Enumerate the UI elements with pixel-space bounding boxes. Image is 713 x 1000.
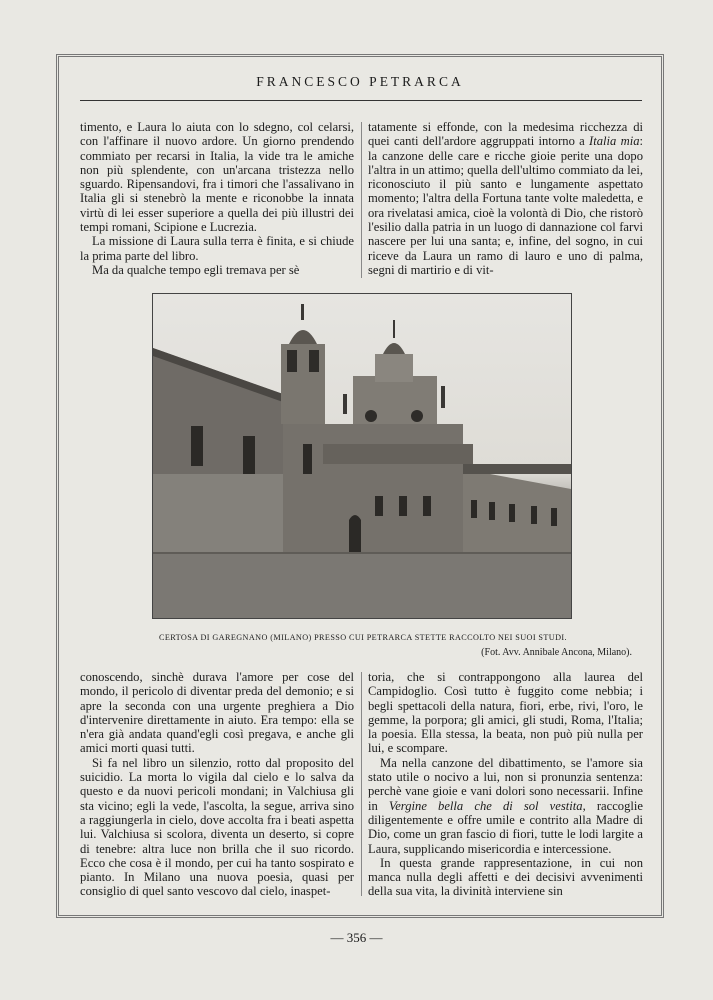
text-run: tatamente si effonde, con la medesima ricchezza di quei canti dell'ardore aggruppati intorno a (368, 120, 643, 149)
photo-credit: (Fot. Avv. Annibale Ancona, Milano). (481, 647, 632, 658)
paragraph: Si fa nel libro un silenzio, rotto dal proposito del suicidio. La morta lo vigila dal cielo e lo salva da questo e da nuovi pericoli mondani; in Valchiusa gli sta vicino; egli la vede, l'ascolta, la segue, arriva sino a raggiungerla in cielo, dove accolta fra i beati aspetta lui. Valchiusa si scolora, diventa un deserto, si copre di tenebre: altra luce non brilla che il suo ricordo. Ecco che cosa è il mondo, per cui ha tanto sospirato e pianto. In Milano una nuova poesia, quasi per consiglio di quel santo vescovo dal cielo, inaspet- (80, 755, 354, 899)
paragraph: toria, che si contrappongono alla laurea del Campidoglio. Così tutto è fuggito come nebbia; i begli spettacoli della natura, fiori, erbe, rivi, l'oro, le gemme, la porpora; gli amici, gli studi, Roma, l'Italia; la poesia. Ella stessa, la beata, non può più nulla per lui, e scompare. (368, 670, 643, 756)
paragraph: timento, e Laura lo aiuta con lo sdegno, col celarsi, con l'affinare il nuovo ardore. Un giorno prendendo commiato per recarsi in Italia, la vide tra le amiche non più splendente, con un'arcana tristezza nello sguardo. Ripensandovi, fra i timori che l'assalivano in Italia gli si stenebrò la mente e riconobbe la innata virtù di lei esser superiore a quella dei più illustri dei tempi romani, Scipione e Lucrezia. (80, 120, 354, 235)
page-number: — 356 — (330, 930, 383, 945)
paragraph (368, 756, 643, 856)
running-head: FRANCESCO PETRARCA (256, 74, 464, 89)
top-right-column (368, 120, 643, 277)
italic-title: Vergine bella che di sol vestita (388, 798, 583, 813)
text-run: Ma nella canzone del dibattimento, se l'amore sia stato utile o nocivo a lui, non si pronunzia sentenza: perchè vane gioie e vani dolori sono necessarii. Infine in (368, 755, 643, 813)
paragraph (368, 120, 643, 277)
paragraph: In questa grande rappresentazione, in cui non manca nulla degli affetti e dei decisivi avvenimenti della sua vita, la divinità interviene sin (368, 855, 643, 899)
bottom-left-column (80, 670, 354, 899)
paragraph: Ma da qualche tempo egli tremava per sè (92, 262, 300, 277)
text-run: : la canzone delle care e ricche gioie perite una dopo l'altra in un attimo; quella dell'ultimo commiato da lei, riconosciuto il più santo e lungamente aspettato momento; l'altra della Fortuna tante volte maledetta, e ora rivelatasi amica, cioè la volontà di Dio, che ristorò l'esilio dalla patria in un luogo di dannazione col farvi nascere per lui una santa; e, infine, del sogno, in cui riceve da Laura un ramo di lauro e uno di palma, segni di martirio e di vit- (368, 134, 643, 277)
header-rule (80, 100, 642, 101)
bottom-right-column (368, 670, 643, 899)
paragraph: La missione di Laura sulla terra è finita, e si chiude la prima parte del libro. (80, 234, 354, 263)
column-divider (361, 672, 362, 896)
photograph-certosa (152, 293, 572, 619)
top-left-column (80, 120, 354, 277)
column-divider (361, 122, 362, 278)
figure-caption: CERTOSA DI GAREGNANO (MILANO) PRESSO CUI PETRARCA STETTE RACCOLTO NEI SUOI STUDI. (159, 633, 567, 642)
paragraph: conoscendo, sinchè durava l'amore per cose del mondo, il pericolo di diventar preda del demonio; e si apre la seconda con una urgente preghiera a Dio d'intervenire direttamente in aiuto. Era tempo: ella se n'era già andata quand'egli così pregava, e anche gli amici morti quasi tutti. (80, 670, 354, 756)
italic-title: Italia mia (589, 134, 640, 149)
text-run: , raccoglie diligentemente e offre umile e contrito alla Madre di Dio, come un gran fascio di fiori, tutte le lodi largite a Laura, supplicando misericordia e intercessione. (368, 798, 643, 856)
